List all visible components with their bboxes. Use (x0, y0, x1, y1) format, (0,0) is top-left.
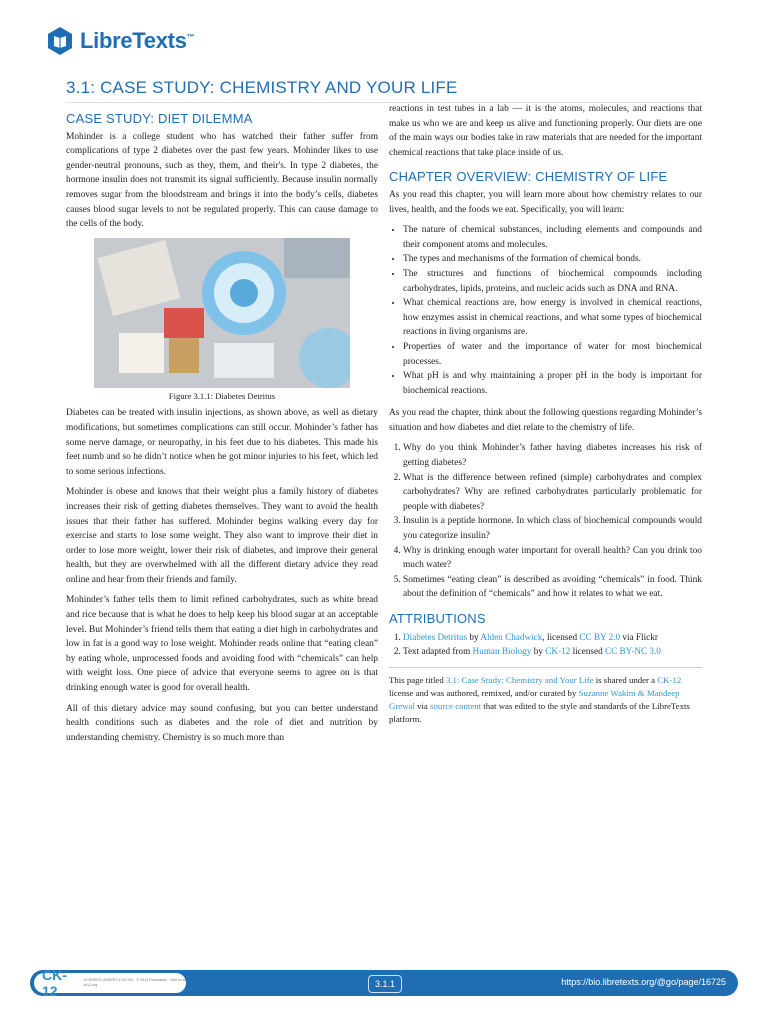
paragraph: Mohinder’s father tells them to limit refined carbohydrates, such as white bread and rice because that is what he does to help keep his blood sugar at an acceptable level. But Mohinder’s friend tells them that eating a diet high in carbohydrates and low in fat is a good way to lose weight. Mohinder reads online that “eating clean” by eating whole, unprocessed foods and avoiding food with “chemicals” can help with weight loss. One piece of advice that everyone seems to agree on is that drinking enough water is good for overall health. (66, 595, 378, 694)
link[interactable]: CC BY 2.0 (579, 631, 621, 642)
link[interactable]: source content (430, 701, 482, 712)
attributions-list (389, 630, 702, 659)
logo-text: LibreTexts™ (80, 28, 195, 53)
paragraph: Diabetes can be treated with insulin injections, as shown above, as well as dietary modifications, but sometimes complications can still occur. Mohinder’s father has some nerve damage, or neuropathy, in his feet due to his diabetes. This made his feet numb and so he didn’t notice when he got minor injuries to his feet, which led to some serious infections. (66, 408, 378, 477)
list-item: 2. What is the difference between refined (simple) carbohydrates and complex carbohydrates? Why are refined carbohydrates particularly problematic for people with diabetes? (403, 471, 702, 515)
figure (66, 238, 378, 404)
list-item: 5. Sometimes “eating clean” is described as avoiding “chemicals” in food. Think about the definition of “chemicals” and how it relates to what we eat. (403, 573, 702, 602)
link[interactable]: Alden Chadwick (480, 631, 543, 642)
page-title: 3.1: CASE STUDY: CHEMISTRY AND YOUR LIFE (66, 78, 702, 103)
list-item: • Properties of water and the importance of water for most biochemical processes. (403, 340, 702, 369)
link[interactable]: Human Biology (472, 646, 532, 657)
case-study-heading: CASE STUDY: DIET DILEMMA (66, 111, 253, 126)
link[interactable]: Diabetes Detritus (403, 631, 468, 642)
link[interactable]: Suzanne Wakim & Mandeep Grewal (389, 687, 680, 712)
ck12-logo: CK-12 (42, 967, 67, 999)
page-url[interactable]: https://bio.libretexts.org/@go/page/16725 (561, 977, 726, 987)
questions-list (389, 441, 702, 602)
paragraph: reactions in test tubes in a lab — it is the atoms, molecules, and reactions that make us who we are and keep us alive and functioning properly. Our diets are one of the main ways our bodies take in raw materials that are needed for the important chemical reactions that take place inside of us. (389, 104, 702, 158)
paragraph: As you read the chapter, think about the following questions regarding Mohinder’s situation and how diabetes and diet relate to the chemistry of life. (389, 408, 702, 433)
link[interactable]: 3.1: Case Study: Chemistry and Your Life (445, 674, 594, 685)
link[interactable]: CC BY-NC 3.0 (604, 646, 661, 657)
list-item: 4. Why is drinking enough water important for overall health? Can you drink too much water? (403, 544, 702, 573)
paragraph: Mohinder is obese and knows that their weight plus a family history of diabetes increases their risk of getting diabetes themselves. They want to avoid the health issues that their father has suffered. Mohinder begins walking every day for exercise and starts to lose some weight. They also want to improve their diet in order to lose more weight, lower their risk of diabetes, and improve their general health, but they are overwhelmed with all the different dietary advice they read online and hear from their friends and family. (66, 487, 378, 585)
figure-caption: Figure 3.1.1: Diabetes Detritus (168, 390, 276, 401)
ck12-fine-print: LICENSED UNDER CC BY-NC · © 2014 Foundation · Visit us at ck12.org (83, 978, 186, 987)
list-item: • The nature of chemical substances, including elements and compounds and their component atoms and molecules. (403, 223, 702, 252)
list-item: 3. Insulin is a peptide hormone. In which class of biochemical compounds would you categorize insulin? (403, 514, 702, 543)
right-column (389, 102, 702, 733)
list-item: • What pH is and why maintaining a proper pH in the body is important for biochemical reactions. (403, 369, 702, 398)
divider (389, 667, 702, 668)
license-note: This page titled 3.1: Case Study: Chemistry and Your Life is shared under a CK-12 license and was authored, remixed, and/or curated by Suzanne Wakim & Mandeep Grewal via source content that was edited to the style and standards of the LibreTexts platform. (389, 674, 690, 725)
link[interactable]: CK-12 (657, 674, 682, 685)
paragraph: Mohinder is a college student who has watched their father suffer from complications of type 2 diabetes over the past few years. Mohinder likes to use gender-neutral pronouns, such as they, them, and their's. In type 2 diabetes, the hormone insulin does not transmit its signal sufficiently. Because insulin normally removes sugar from the bloodstream and brings it into the body’s cells, diabetes causes blood sugar levels to not be regulated properly. This can cause damage to the cells of the body. (66, 131, 378, 230)
footer-bar (30, 967, 738, 999)
paragraph: As you read this chapter, you will learn more about how chemistry relates to our lives, health, and the foods we eat. Specifically, you will learn: (389, 189, 702, 215)
chapter-overview-heading: CHAPTER OVERVIEW: CHEMISTRY OF LIFE (389, 169, 668, 185)
left-column (66, 112, 378, 751)
list-item: 1. Diabetes Detritus by Alden Chadwick, licensed CC BY 2.0 via Flickr (403, 630, 702, 645)
paragraph: All of this dietary advice may sound confusing, but you can better understand health conditions such as diabetes and the role of diet and nutrition by understanding chemistry. Chemistry is so much more than (66, 703, 378, 743)
libretexts-logo[interactable] (46, 26, 194, 56)
ck12-badge[interactable] (34, 967, 186, 999)
list-item: • The structures and functions of biochemical compounds including carbohydrates, lipids, proteins, and nucleic acids such as DNA and RNA. (403, 267, 702, 296)
list-item: 1. Why do you think Mohinder’s father having diabetes increases his risk of getting diabetes? (403, 441, 702, 470)
libretexts-logo-icon (46, 26, 74, 56)
link[interactable]: CK-12 (545, 646, 571, 657)
diabetes-detritus-photo (94, 238, 350, 388)
attributions-heading: ATTRIBUTIONS (389, 611, 486, 626)
list-item: 2. Text adapted from Human Biology by CK-12 licensed CC BY-NC 3.0 (403, 644, 702, 659)
page-number: 3.1.1 (368, 975, 402, 993)
list-item: • What chemical reactions are, how energy is involved in chemical reactions, how enzymes assist in chemical reactions, and what some types of biochemical reactions in living organisms are. (403, 296, 702, 340)
list-item: • The types and mechanisms of the formation of chemical bonds. (403, 252, 702, 267)
learning-objectives-list (389, 223, 702, 398)
